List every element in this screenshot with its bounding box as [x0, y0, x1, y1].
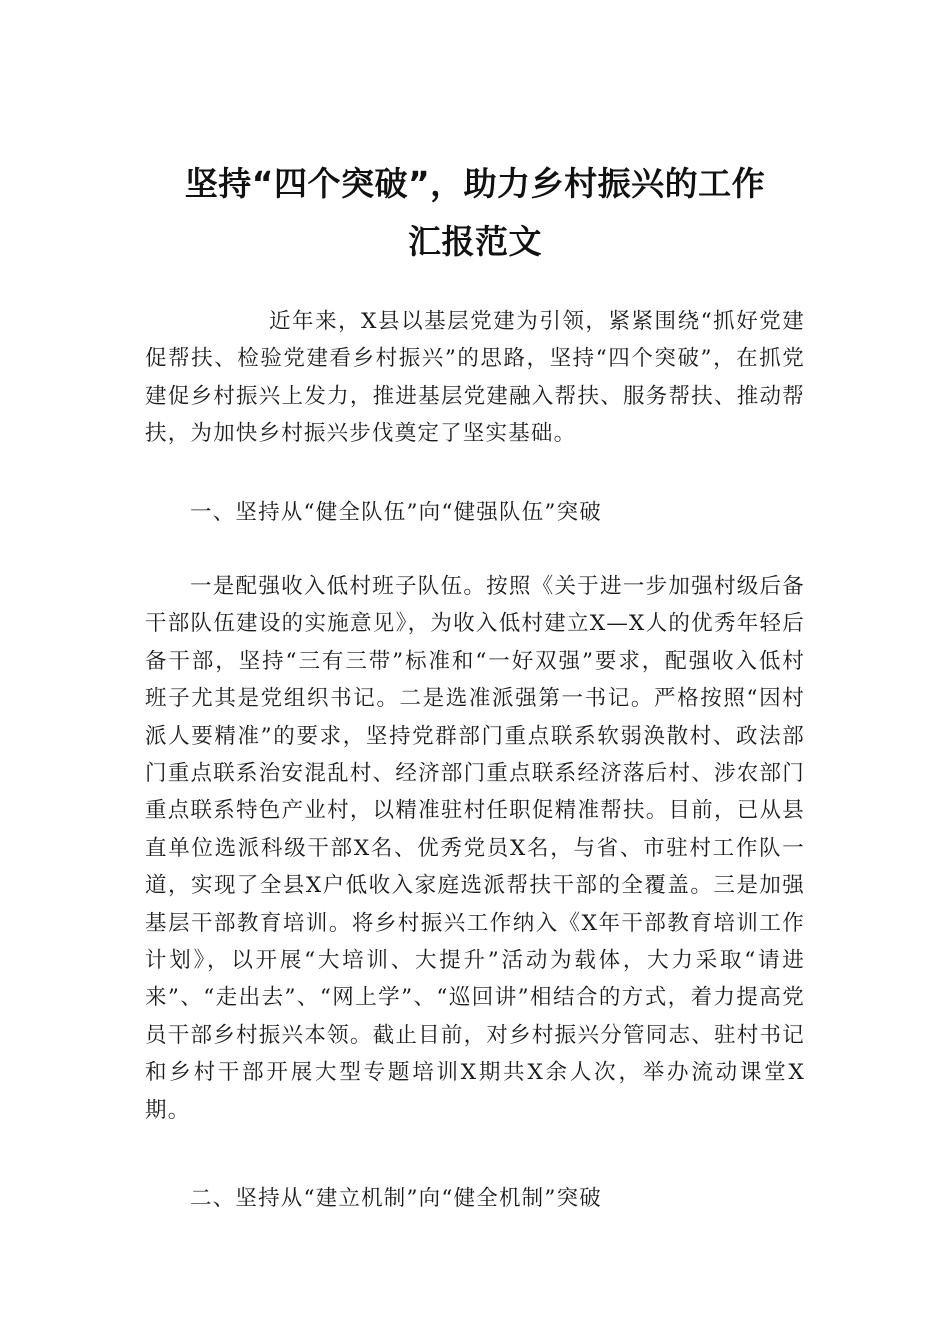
- document-title-line-2: 汇报范文: [408, 222, 542, 261]
- document-title-line-1: 坚持“四个突破”，助力乡村振兴的工作: [184, 164, 766, 203]
- section-heading-1: 一、坚持从“健全队伍”向“健强队伍”突破: [190, 500, 602, 525]
- section-1-paragraph: 一是配强收入低村班子队伍。按照《关于进一步加强村级后备干部队伍建设的实施意见》，为收入低村建立X—X人的优秀年轻后备干部，坚持“三有三带”标准和“一好双强”要求，配强收入低村班子尤其是党组织书记。二是选准派强第一书记。严格按照“因村派人要精准”的要求，坚持党群部门重点联系软弱涣散村、政法部门重点联系治安混乱村、经济部门重点联系经济落后村、涉农部门重点联系特色产业村，以精准驻村任职促精准帮扶。目前，已从县直单位选派科级干部X名、优秀党员X名，与省、市驻村工作队一道，实现了全县X户低收入家庭选派帮扶干部的全覆盖。三是加强基层干部教育培训。将乡村振兴工作纳入《X年干部教育培训工作计划》，以开展“大培训、大提升”活动为载体，大力采取“请进来”、“走出去”、“网上学”、“巡回讲”相结合的方式，着力提高党员干部乡村振兴本领。截止目前，对乡村振兴分管同志、驻村书记和乡村干部开展大型专题培训X期共X余人次，举办流动课堂X期。: [145, 574, 805, 1123]
- intro-paragraph: 近年来，X县以基层党建为引领，紧紧围绕“抓好党建促帮扶、检验党建看乡村振兴”的思路，坚持“四个突破”，在抓党建促乡村振兴上发力，推进基层党建融入帮扶、服务帮扶、推动帮扶，为加快乡村振兴步伐奠定了坚实基础。: [145, 309, 805, 447]
- section-heading-2: 二、坚持从“建立机制”向“健全机制”突破: [190, 1186, 602, 1211]
